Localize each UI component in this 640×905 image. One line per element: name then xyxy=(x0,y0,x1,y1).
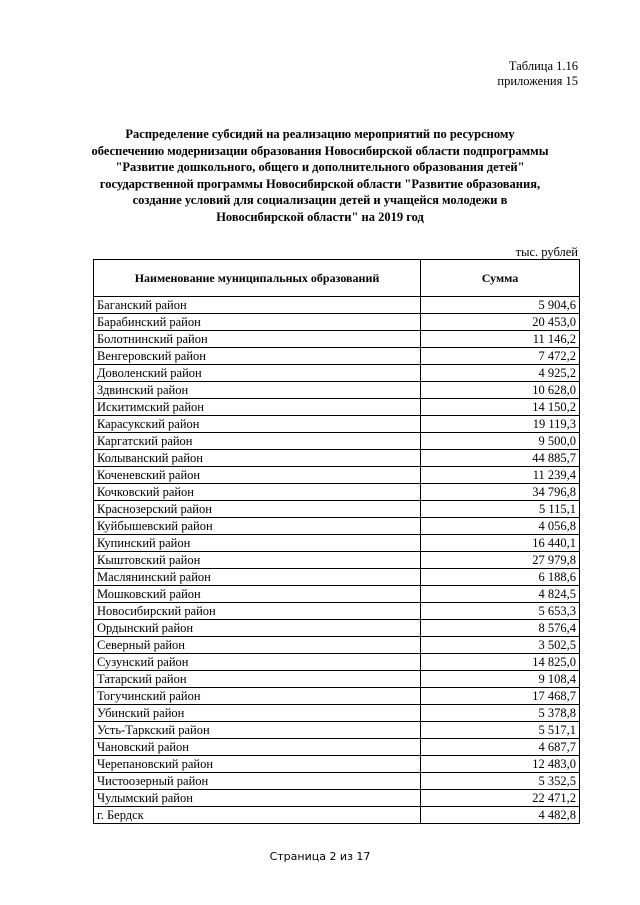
table-row xyxy=(94,671,580,688)
header-amount: Сумма xyxy=(421,260,580,297)
table-row xyxy=(94,314,580,331)
subsidy-amount: 5 653,3 xyxy=(421,603,580,620)
municipality-name: Чулымский район xyxy=(94,790,421,807)
header-municipality: Наименование муниципальных образований xyxy=(94,260,421,297)
subsidy-amount: 5 115,1 xyxy=(421,501,580,518)
subsidy-amount: 8 576,4 xyxy=(421,620,580,637)
subsidy-amount: 14 150,2 xyxy=(421,399,580,416)
subsidy-amount: 5 517,1 xyxy=(421,722,580,739)
document-title xyxy=(90,126,550,225)
table-row xyxy=(94,603,580,620)
table-row xyxy=(94,416,580,433)
municipality-name: Венгеровский район xyxy=(94,348,421,365)
municipality-name: Коченевский район xyxy=(94,467,421,484)
subsidy-amount: 5 352,5 xyxy=(421,773,580,790)
subsidy-amount: 11 146,2 xyxy=(421,331,580,348)
subsidy-amount: 9 108,4 xyxy=(421,671,580,688)
subsidy-amount: 22 471,2 xyxy=(421,790,580,807)
title-line: создание условий для социализации детей и учащейся молодежи в xyxy=(132,193,508,207)
table-row xyxy=(94,467,580,484)
municipality-name: Убинский район xyxy=(94,705,421,722)
municipality-name: Чановский район xyxy=(94,739,421,756)
municipality-name: Доволенский район xyxy=(94,365,421,382)
table-row xyxy=(94,348,580,365)
table-reference xyxy=(497,59,578,89)
table-row xyxy=(94,586,580,603)
subsidy-amount: 3 502,5 xyxy=(421,637,580,654)
table-row xyxy=(94,705,580,722)
municipality-name: Колыванский район xyxy=(94,450,421,467)
municipality-name: Кочковский район xyxy=(94,484,421,501)
municipality-name: Маслянинский район xyxy=(94,569,421,586)
appendix-reference: приложения 15 xyxy=(497,74,578,88)
municipality-name: Искитимский район xyxy=(94,399,421,416)
table-row xyxy=(94,654,580,671)
subsidy-amount: 7 472,2 xyxy=(421,348,580,365)
municipality-name: Купинский район xyxy=(94,535,421,552)
municipality-name: Здвинский район xyxy=(94,382,421,399)
municipality-name: Куйбышевский район xyxy=(94,518,421,535)
table-header-row xyxy=(94,260,580,297)
municipality-name: г. Бердск xyxy=(94,807,421,824)
table-row xyxy=(94,807,580,824)
title-line: Новосибирской области" на 2019 год xyxy=(216,209,424,224)
subsidy-amount: 17 468,7 xyxy=(421,688,580,705)
subsidy-amount: 16 440,1 xyxy=(421,535,580,552)
municipality-name: Барабинский район xyxy=(94,314,421,331)
table-row xyxy=(94,365,580,382)
table-row xyxy=(94,535,580,552)
title-line: государственной программы Новосибирской области "Развитие образования, xyxy=(99,176,541,191)
municipality-name: Татарский район xyxy=(94,671,421,688)
municipality-name: Черепановский район xyxy=(94,756,421,773)
table-row xyxy=(94,620,580,637)
subsidy-amount: 12 483,0 xyxy=(421,756,580,773)
subsidy-amount: 5 378,8 xyxy=(421,705,580,722)
subsidy-amount: 34 796,8 xyxy=(421,484,580,501)
municipality-name: Чистоозерный район xyxy=(94,773,421,790)
units-label: тыс. рублей xyxy=(515,245,578,259)
subsidy-amount: 6 188,6 xyxy=(421,569,580,586)
table-row xyxy=(94,382,580,399)
municipality-name: Северный район xyxy=(94,637,421,654)
municipality-name: Карасукский район xyxy=(94,416,421,433)
municipality-name: Каргатский район xyxy=(94,433,421,450)
municipality-name: Краснозерский район xyxy=(94,501,421,518)
subsidy-amount: 14 825,0 xyxy=(421,654,580,671)
table-row xyxy=(94,518,580,535)
municipality-name: Усть-Таркский район xyxy=(94,722,421,739)
table-row xyxy=(94,297,580,314)
subsidy-amount: 4 925,2 xyxy=(421,365,580,382)
municipality-name: Кыштовский район xyxy=(94,552,421,569)
municipality-name: Новосибирский район xyxy=(94,603,421,620)
table-row xyxy=(94,484,580,501)
table-row xyxy=(94,688,580,705)
page-footer: Страница 2 из 17 xyxy=(269,850,371,863)
table-row xyxy=(94,637,580,654)
subsidy-amount: 19 119,3 xyxy=(421,416,580,433)
table-row xyxy=(94,790,580,807)
table-row xyxy=(94,722,580,739)
municipality-name: Сузунский район xyxy=(94,654,421,671)
table-row xyxy=(94,433,580,450)
subsidy-amount: 4 482,8 xyxy=(421,807,580,824)
subsidy-table xyxy=(93,259,580,824)
table-row xyxy=(94,756,580,773)
subsidy-amount: 44 885,7 xyxy=(421,450,580,467)
subsidy-amount: 5 904,6 xyxy=(421,297,580,314)
municipality-name: Тогучинский район xyxy=(94,688,421,705)
subsidy-amount: 10 628,0 xyxy=(421,382,580,399)
municipality-name: Ордынский район xyxy=(94,620,421,637)
table-row xyxy=(94,552,580,569)
municipality-name: Мошковский район xyxy=(94,586,421,603)
table-row xyxy=(94,450,580,467)
title-line: обеспечению модернизации образования Новосибирской области подпрограммы xyxy=(91,143,549,158)
subsidy-amount: 4 824,5 xyxy=(421,586,580,603)
subsidy-amount: 9 500,0 xyxy=(421,433,580,450)
table-row xyxy=(94,331,580,348)
subsidy-amount: 27 979,8 xyxy=(421,552,580,569)
subsidy-amount: 11 239,4 xyxy=(421,467,580,484)
title-line: "Развитие дошкольного, общего и дополнительного образования детей" xyxy=(115,160,525,174)
table-row xyxy=(94,501,580,518)
table-number: Таблица 1.16 xyxy=(508,59,578,73)
subsidy-amount: 4 687,7 xyxy=(421,739,580,756)
municipality-name: Баганский район xyxy=(94,297,421,314)
table-row xyxy=(94,773,580,790)
table-row xyxy=(94,739,580,756)
table-row xyxy=(94,399,580,416)
title-line: Распределение субсидий на реализацию мероприятий по ресурсному xyxy=(125,127,515,141)
table-body xyxy=(94,297,580,824)
municipality-name: Болотнинский район xyxy=(94,331,421,348)
subsidy-amount: 20 453,0 xyxy=(421,314,580,331)
subsidy-amount: 4 056,8 xyxy=(421,518,580,535)
table-row xyxy=(94,569,580,586)
